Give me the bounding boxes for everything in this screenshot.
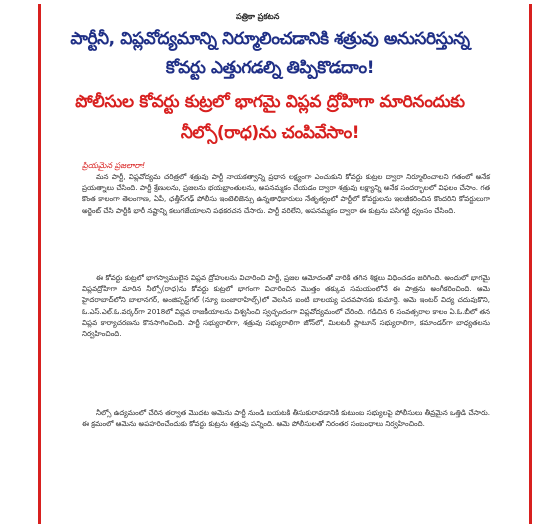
headline-line-1: పార్టీనీ, విప్లవోద్యమాన్ని నిర్మూలించడానికి శత్రువు అనుసరిస్తున్న	[70, 29, 470, 49]
paragraph-text: నీల్సో ఉద్యమంలో చేరిన తర్వాత మొదట ఆమెను పార్టీ నుండి బయటకి తీసుకురావడానికి కుటుంబ సభ్యులపై పోలీసులు తీవ్రమైన ఒత్తిడి చేసారు. ఈ క్రమంలో ఆమెను అపహరించేందుకు కోవర్టు కుట్రను శత్రువు పన్నింది. ఆమె పోలీసులతో నిరంతర సంబంధాలు నిర్వహించింది.	[82, 408, 490, 429]
salutation: ప్రియమైన ప్రజలారా!	[82, 161, 146, 170]
body-paragraph-1	[82, 171, 490, 224]
red-border-frame	[38, 4, 532, 524]
headline-line-2: కోవర్టు ఎత్తుగడల్ని తిప్పికొడదాం!	[165, 58, 375, 78]
headline-line-4: నీల్సో(రాధ)ను చంపివేసాం!	[180, 123, 360, 143]
headline-line-3: పోలీసుల కోవర్టు కుట్రలో భాగమై విప్లవ ద్రోహిగా మారినందుకు	[75, 92, 465, 112]
body-paragraph-2	[82, 272, 490, 347]
press-release-label: పత్రికా ప్రకటన	[236, 12, 280, 21]
paragraph-text: ఈ కోవర్టు కుట్రలో భాగస్వాములైన విప్లవ ద్రోహులను విచారించి పార్టీ, ప్రజల ఆమోదంతో వారికి తగిన శిక్షలు విధించడం జరిగింది. అందులో భాగమై విప్లవద్రోహిగా మారిన నీల్సో(రాధ)ను కోవర్టు కుట్రలో భాగంగా విచారించిన మొత్తం తక్కువ సమయంలోనే ఈ పాత్రను అంగీకరించింది. ఆమె హైదరాబాద్‌లోని బాలానగర్, అంజిప్పస్ట్‌గల్ (న్యూ బంజారాహిల్స్)లో వెలసిన ఐంటి బాలయ్య పదవపానకు కుమార్తె. ఆమె ఇంటర్ విద్య చదువుకొని, ఓ.ఎస్.ఎల్.ఓ.వర్కర్‌గా 2018లో విప్లవ రాజకీయాలను విశ్వసించి స్వచ్ఛందంగా విప్లవోద్యమంలో చేరింది. గడిచిన 6 సంవత్సరాల కాలం ఏ.ఓ.బీలో తన విప్లవ కార్యాచరణను కొనసాగించింది. పార్టీ సభ్యురాలిగా, శత్రువు సభ్యురాలిగా జోన్‌లో, మిలటరీ ప్లాటూన్ సభ్యురాలిగా, కమాండర్‌గా బాధ్యతలను నిర్వహించింది.	[82, 273, 490, 339]
body-paragraph-3	[82, 407, 490, 437]
paragraph-text: మన పార్టీ, విప్లవోద్యమ చరిత్రలో శత్రువు పార్టీ నాయకత్వాన్ని ప్రధాన లక్ష్యంగా ఎంచుకుని కోవర్టు కుట్రల ద్వారా నిర్మూలించాలని గతంలో అనేక ప్రయత్నాలు చేసింది. పార్టీ శ్రేణులను, ప్రజలను భయభ్రాంతులను, అపనమ్మకం చేయడం ద్వారా శత్రువు లక్ష్యాన్ని అనేక సందర్భాలలో విఫలం చేసాం. గత కొంత కాలంగా తెలంగాణ, ఏపీ, ఛత్తీస్‌గఢ్ పోలీసు ఇంటెలిజెన్సు ఉన్నతాధికారులు నేతృత్వంలో పార్టీలో కోవర్టులను ఇలజీకరించిన కొందరిని కోవర్టులుగా అర్జెంట్ చేసి పార్టీకి భారీ నష్టాన్ని కలుగజేయాలని పథకరచన చేసారు. పార్టీ వరిలేని, అపనమ్మకం ద్వారా ఈ కుట్రను పసిగట్టి ధ్వంసం చేసింది.	[82, 172, 490, 215]
